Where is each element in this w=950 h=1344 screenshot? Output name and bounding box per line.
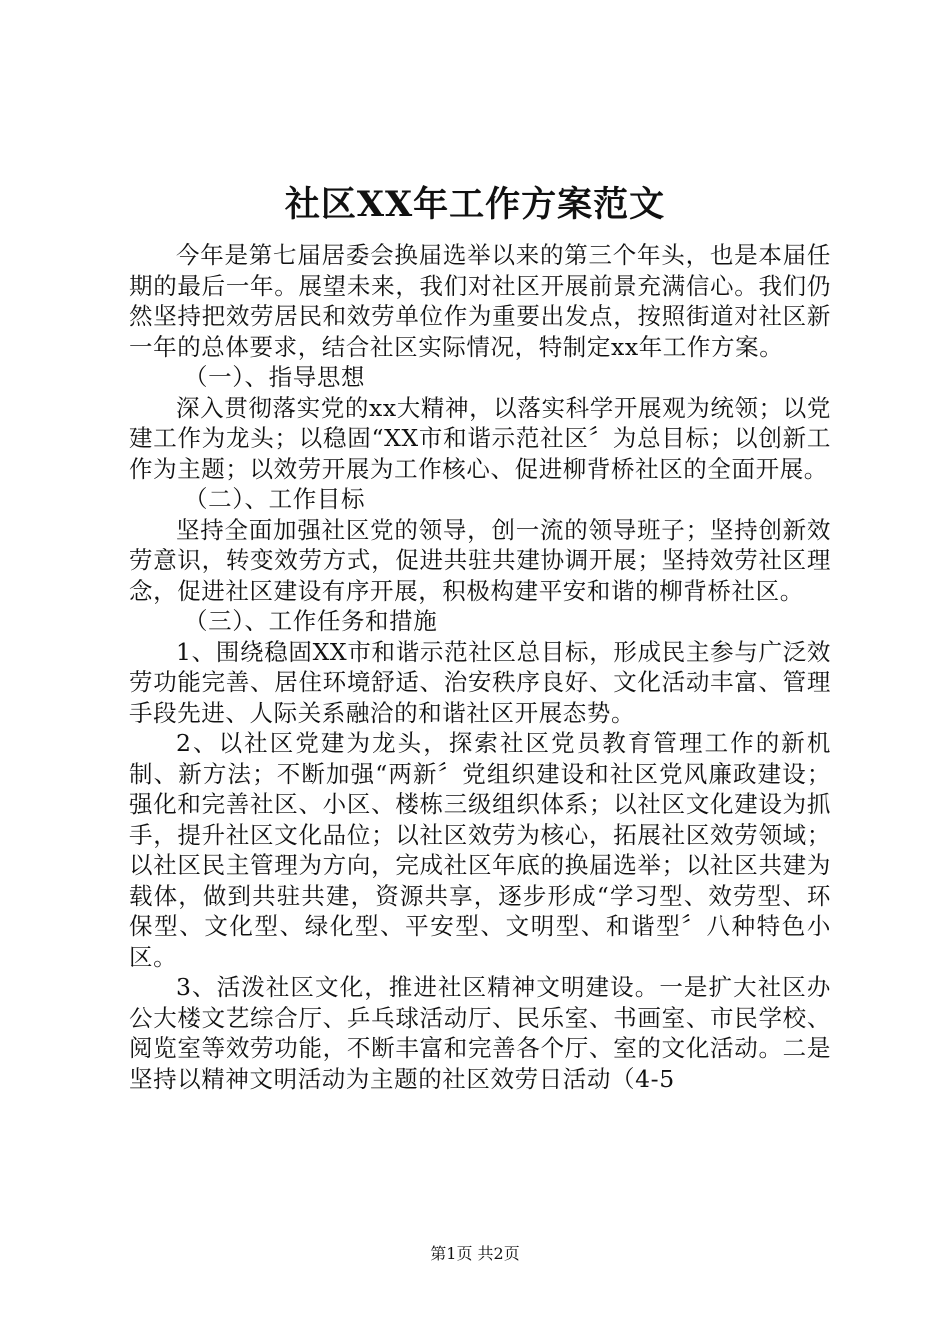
task-item-3: 3、活泼社区文化，推进社区精神文明建设。一是扩大社区办公大楼文艺综合厅、乒乓球活动厅、民乐室、书画室、市民学校、阅览室等效劳功能，不断丰富和完善各个厅、室的文化活动。二是坚持以精神文明活动为主题的社区效劳日活动（4-5 [129,973,831,1093]
work-goals-paragraph: 坚持全面加强社区党的领导，创一流的领导班子；坚持创新效劳意识，转变效劳方式，促进共驻共建协调开展；坚持效劳社区理念，促进社区建设有序开展，积极构建平安和谐的柳背桥社区。 [129,515,831,605]
task-item-2: 2、以社区党建为龙头，探索社区党员教育管理工作的新机制、新方法；不断加强“两新〞党组织建设和社区党风廉政建设；强化和完善社区、小区、楼栋三级组织体系；以社区文化建设为抓手，提升社区文化品位；以社区效劳为核心，拓展社区效劳领域；以社区民主管理为方向，完成社区年底的换届选举；以社区共建为载体，做到共驻共建，资源共享，逐步形成“学习型、效劳型、环保型、文化型、绿化型、平安型、文明型、和谐型〞八种特色小区。 [129,729,831,971]
document-body [129,240,831,1094]
guiding-ideology-paragraph: 深入贯彻落实党的xx大精神，以落实科学开展观为统领；以党建工作为龙头；以稳固“XX市和谐示范社区〞为总目标；以创新工作为主题；以效劳开展为工作核心、促进柳背桥社区的全面开展。 [129,393,831,483]
section-heading-guiding-ideology: （一）、指导思想 [184,363,366,391]
task-item-1: 1、围绕稳固XX市和谐示范社区总目标，形成民主参与广泛效劳功能完善、居住环境舒适、治安秩序良好、文化活动丰富、管理手段先进、人际关系融洽的和谐社区开展态势。 [129,637,831,727]
page-footer: 第1页 共2页 [430,1244,520,1263]
intro-paragraph: 今年是第七届居委会换届选举以来的第三个年头，也是本届任期的最后一年。展望未来，我们对社区开展前景充满信心。我们仍然坚持把效劳居民和效劳单位作为重要出发点，按照街道对社区新一年的总体要求，结合社区实际情况，特制定xx年工作方案。 [129,241,831,361]
section-heading-tasks-measures: （三）、工作任务和措施 [184,607,438,635]
document-title: 社区XX年工作方案范文 [284,184,666,225]
section-heading-work-goals: （二）、工作目标 [184,485,366,513]
